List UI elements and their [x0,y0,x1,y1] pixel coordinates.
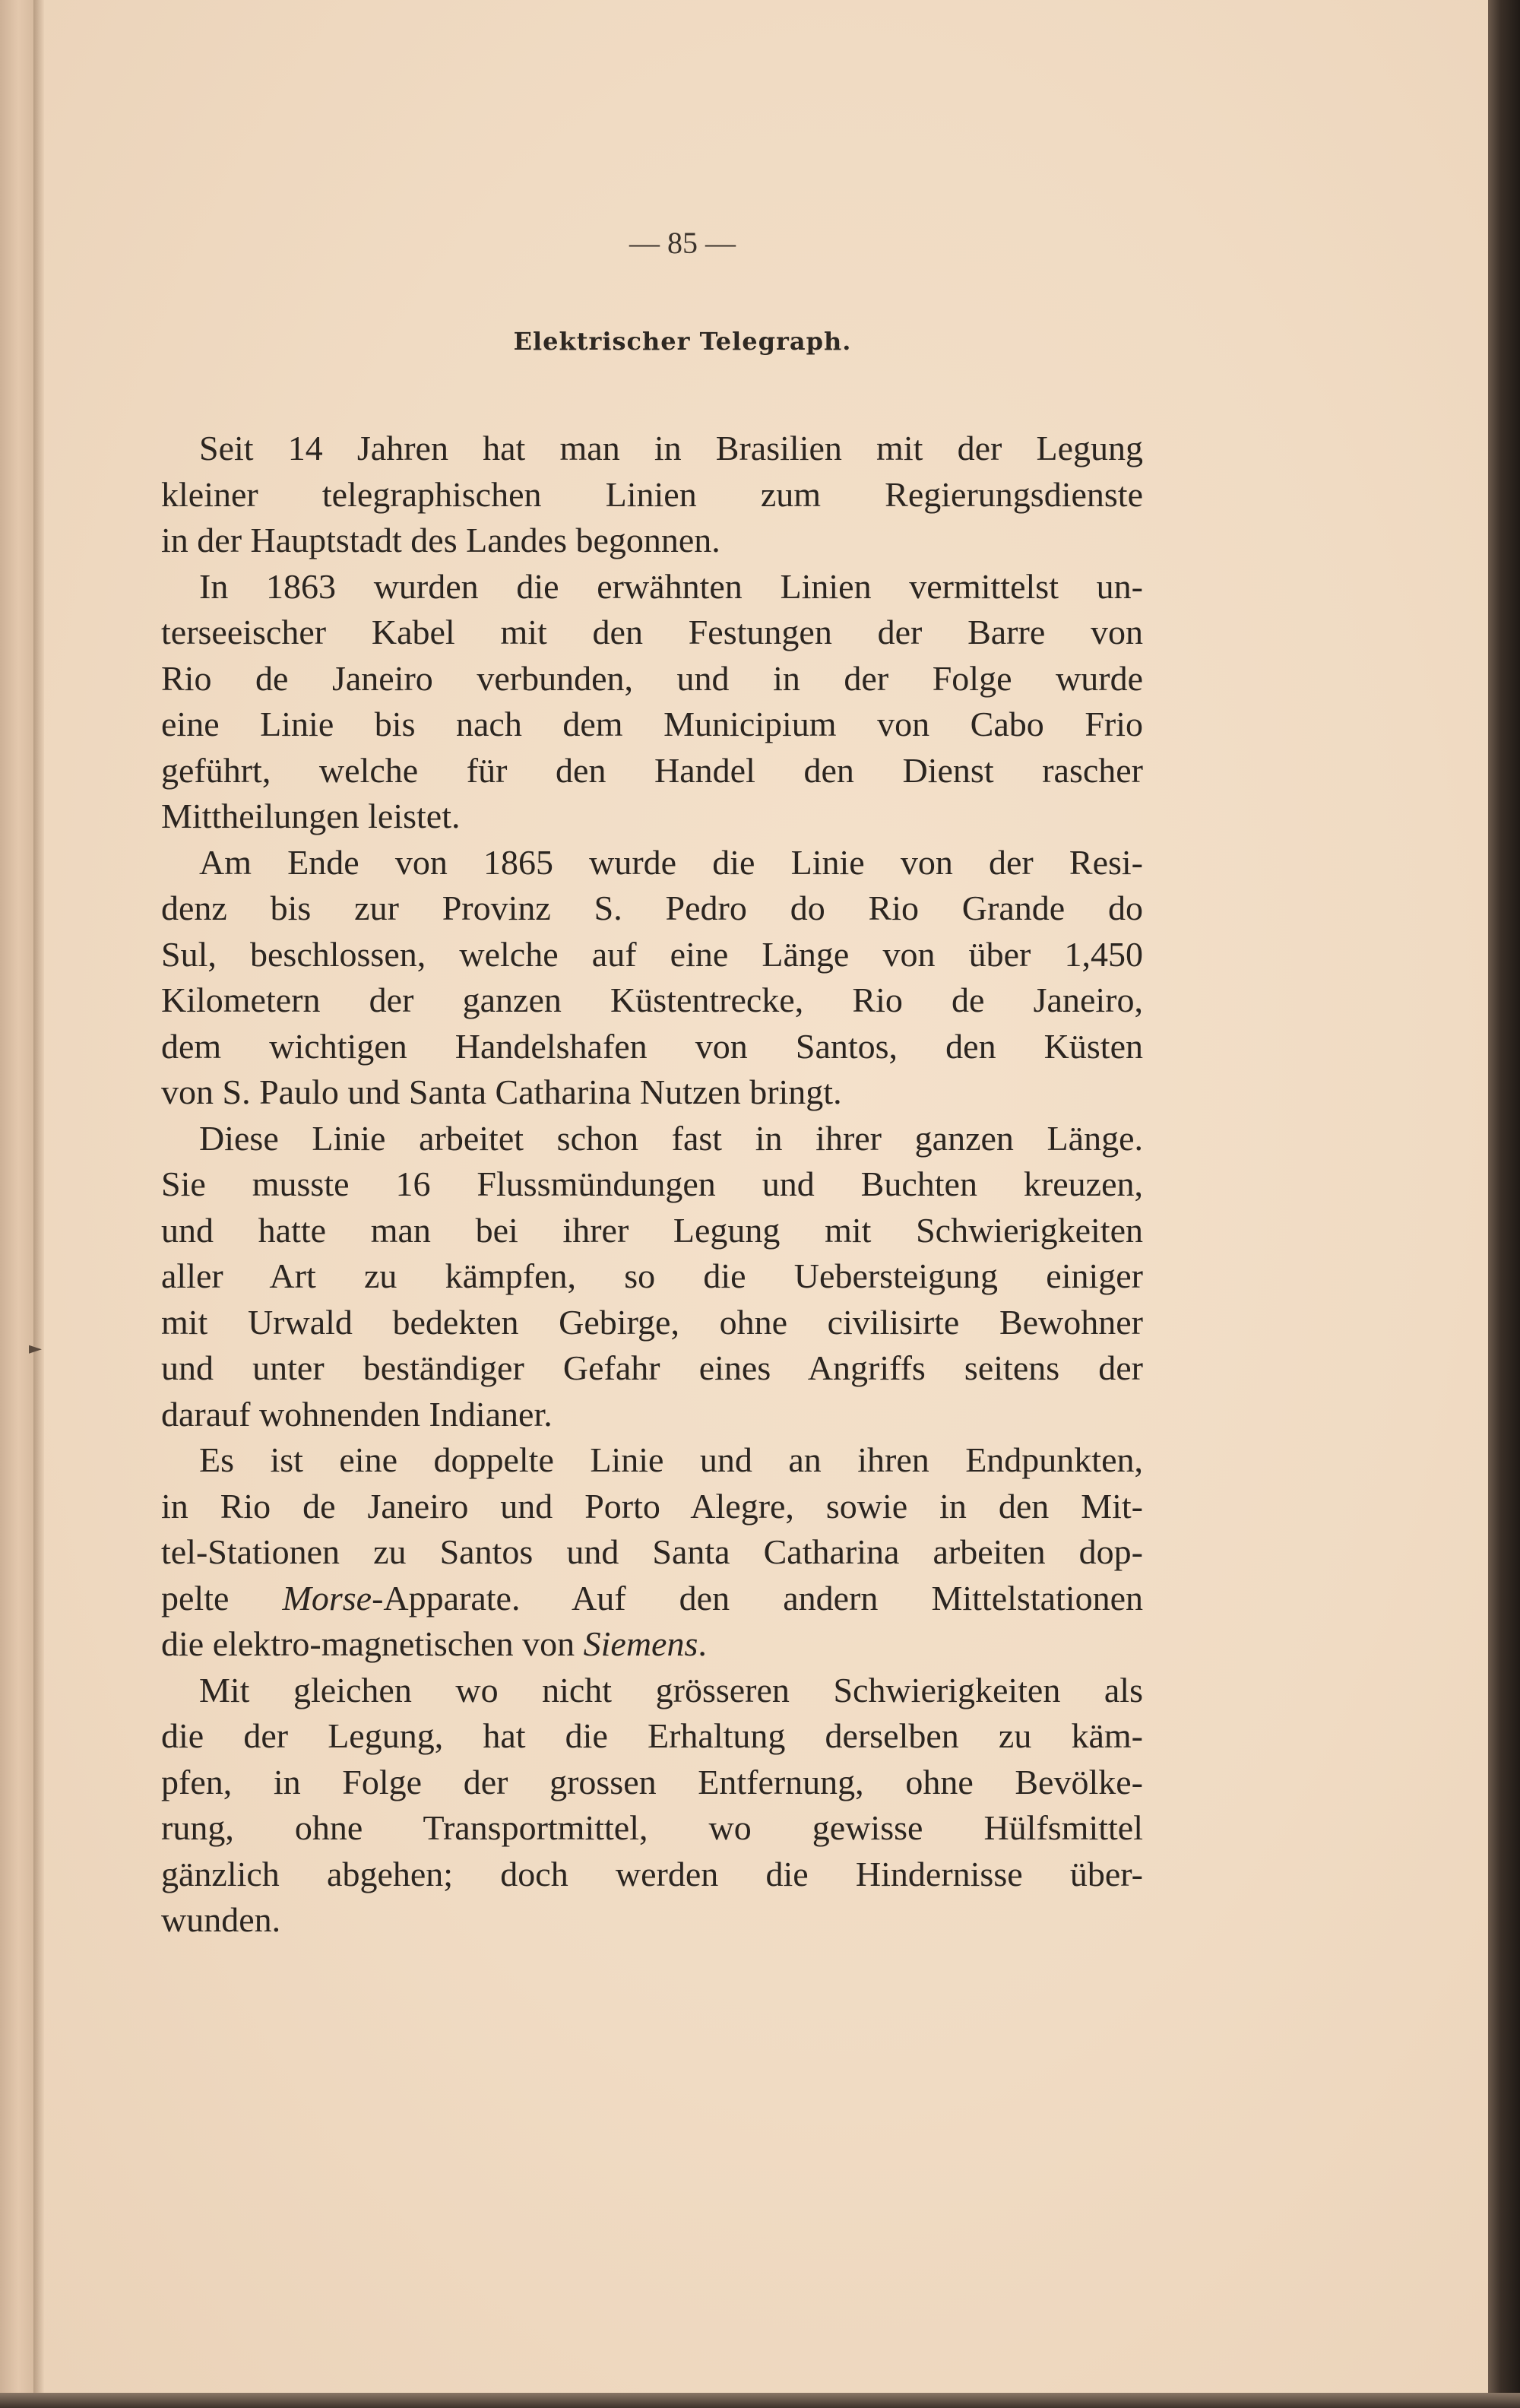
text-line [161,1713,1143,1760]
italic-name: Morse [282,1578,372,1617]
text-line [161,656,1143,702]
text-line-continuation: . [698,1624,707,1663]
book-gutter [33,0,44,2408]
section-heading: Elektrischer Telegraph. [513,327,852,356]
text-line [161,1024,1143,1070]
text-line [161,886,1143,932]
text-line-content: Kilometern der ganzen Küstentrecke, Rio de Janeiro, [161,981,1143,1019]
text-line [161,1161,1143,1208]
text-line [161,564,1143,610]
text-line [161,1621,1143,1668]
text-line-continuation: -Apparate. Auf den andern Mittelstationen [372,1578,1143,1617]
text-line-content: Sie musste 16 Flussmündungen und Buchten kreuzen, [161,1164,1143,1203]
text-line-content: pelte [161,1578,283,1617]
text-line [161,610,1143,656]
text-line [161,472,1143,518]
text-line [161,518,1143,564]
text-line [161,1116,1143,1162]
text-line-content: Mit gleichen wo nicht grösseren Schwierigkeiten als [199,1670,1143,1709]
text-line [161,1069,1143,1116]
text-line [161,840,1143,886]
text-line-content: wunden. [161,1900,281,1939]
text-line [161,1437,1143,1484]
text-line-content: aller Art zu kämpfen, so die Uebersteigung einiger [161,1256,1143,1295]
text-line-content: in der Hauptstadt des Landes begonnen. [161,521,720,559]
text-line-content: eine Linie bis nach dem Municipium von Cabo Frio [161,705,1143,743]
adjacent-page-edge [0,0,33,2408]
body-text [161,426,1143,1944]
text-line [161,1805,1143,1852]
text-line-content: Sul, beschlossen, welche auf eine Länge von über 1,450 [161,934,1143,974]
text-line [161,1529,1143,1576]
italic-name: Siemens [583,1624,698,1663]
scanner-edge [1488,0,1520,2408]
text-line [161,702,1143,748]
margin-mark: ► [29,1339,42,1358]
page-number: — 85 — [629,226,736,260]
text-line-content: in Rio de Janeiro und Porto Alegre, sowie in den Mit- [161,1486,1143,1526]
text-line-content: kleiner telegraphischen Linien zum Regierungsdienste [161,474,1143,514]
text-line-content: und hatte man bei ihrer Legung mit Schwierigkeiten [161,1210,1143,1250]
text-line [161,1208,1143,1254]
text-line-content: dem wichtigen Handelshafen von Santos, den Küsten [161,1026,1143,1066]
text-line-content: geführt, welche für den Handel den Dienst rascher [161,750,1143,790]
text-line-content: Seit 14 Jahren hat man in Brasilien mit der Legung [199,429,1143,467]
text-line [161,932,1143,978]
text-line [161,426,1143,472]
text-line-content: In 1863 wurden die erwähnten Linien vermittelst un- [199,566,1143,606]
text-line-content: gänzlich abgehen; doch werden die Hindernisse über- [161,1854,1143,1893]
text-line-content: mit Urwald bedekten Gebirge, ohne civilisirte Bewohner [161,1302,1143,1342]
text-line-content: die der Legung, hat die Erhaltung derselben zu käm- [161,1716,1143,1755]
text-line [161,1760,1143,1806]
text-line [161,1852,1143,1898]
text-line [161,1345,1143,1392]
text-line-content: terseeischer Kabel mit den Festungen der Barre von [161,613,1143,651]
text-line-content: pfen, in Folge der grossen Entfernung, ohne Bevölke- [161,1762,1143,1801]
text-line-content: Diese Linie arbeitet schon fast in ihrer ganzen Länge. [199,1118,1143,1158]
bottom-edge [0,2393,1520,2408]
text-line [161,1668,1143,1714]
text-line-content: rung, ohne Transportmittel, wo gewisse Hülfsmittel [161,1808,1143,1847]
text-line-content: denz bis zur Provinz S. Pedro do Rio Grande do [161,889,1143,927]
text-line [161,1392,1143,1438]
text-line [161,1576,1143,1622]
text-line-content: Es ist eine doppelte Linie und an ihren Endpunkten, [199,1440,1143,1479]
text-line [161,977,1143,1024]
text-line-content: darauf wohnenden Indianer. [161,1394,553,1434]
text-line-content: Mittheilungen leistet. [161,797,461,835]
text-line [161,1484,1143,1530]
page [44,0,1488,2393]
text-line-content: die elektro-magnetischen von [161,1624,584,1663]
text-line-content: Am Ende von 1865 wurde die Linie von der Resi- [199,842,1143,882]
text-line [161,1300,1143,1346]
text-line-content: Rio de Janeiro verbunden, und in der Folge wurde [161,658,1143,698]
text-line-content: tel-Stationen zu Santos und Santa Catharina arbeiten dop- [161,1532,1143,1571]
text-line [161,1897,1143,1944]
text-line [161,748,1143,794]
text-line-content: und unter beständiger Gefahr eines Angriffs seitens der [161,1348,1143,1387]
text-line [161,1253,1143,1300]
text-line [161,794,1143,840]
text-line-content: von S. Paulo und Santa Catharina Nutzen bringt. [161,1073,842,1111]
